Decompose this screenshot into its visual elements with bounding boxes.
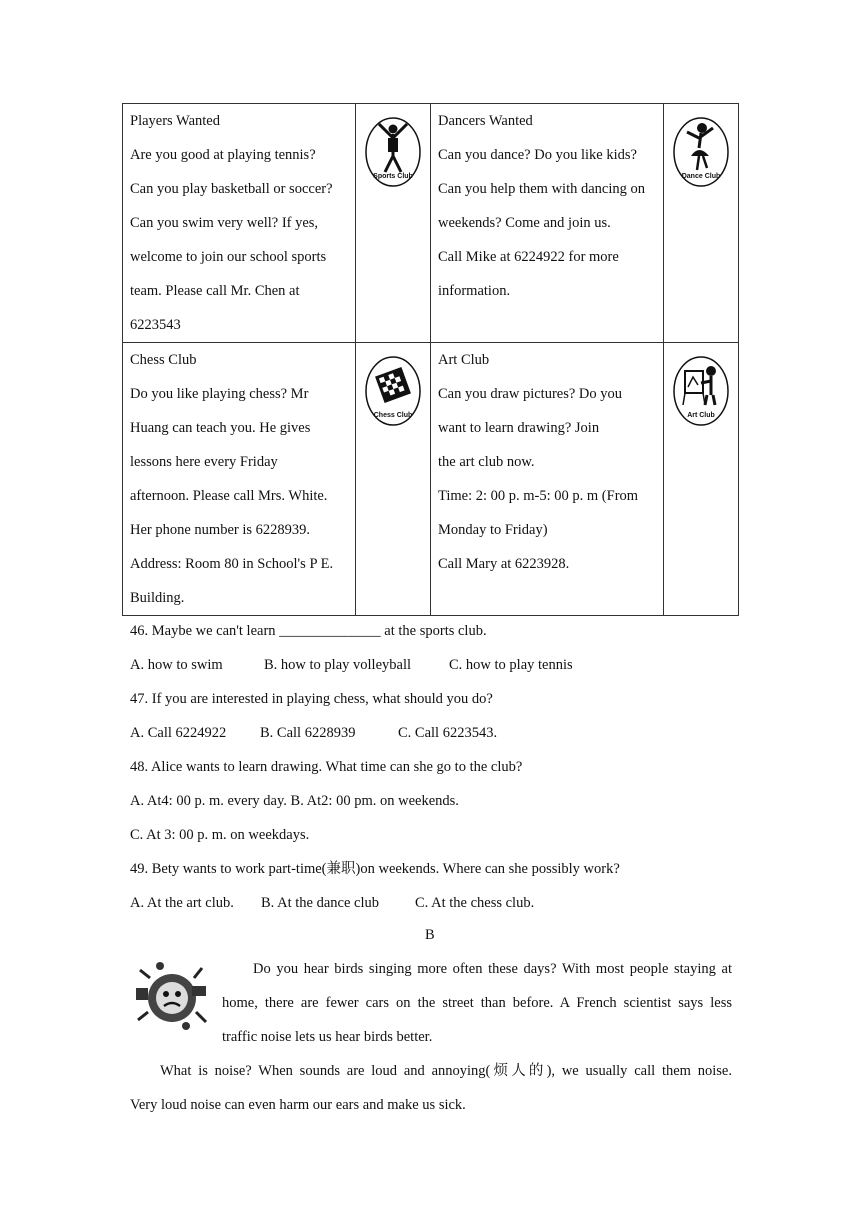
sports-figure-icon xyxy=(363,112,423,188)
paragraph-text: Do you hear birds singing more often these days? With most people staying at xyxy=(253,961,732,977)
ad-line: want to learn drawing? Join xyxy=(438,420,600,436)
option-b[interactable]: B. how to play volleyball xyxy=(264,657,411,673)
ad-title: Players Wanted xyxy=(130,113,220,129)
ad-line: Call Mike at 6224922 for more xyxy=(438,249,619,265)
ad-line: Her phone number is 6228939. xyxy=(130,522,311,538)
ad-line: Are you good at playing tennis? xyxy=(130,147,316,163)
question-47 xyxy=(130,682,493,716)
players-wanted-ad xyxy=(123,104,356,343)
logo-label: Dance Club xyxy=(681,173,721,180)
paragraph-text: traffic noise lets us hear birds better. xyxy=(222,1029,433,1045)
question-48-options-line-2[interactable] xyxy=(130,818,309,852)
question-49 xyxy=(130,852,620,886)
option-a[interactable]: A. At the art club. xyxy=(130,895,234,911)
ad-line: lessons here every Friday xyxy=(130,454,278,470)
paragraph-1-line-2 xyxy=(222,986,732,1020)
paragraph-text: What is noise? When sounds are loud and annoying(烦人的), we usually call them noise. xyxy=(160,1063,732,1079)
ads-row-2 xyxy=(123,343,739,616)
ad-title: Chess Club xyxy=(130,352,197,368)
ad-line: Can you play basketball or soccer? xyxy=(130,181,333,197)
ad-line: team. Please call Mr. Chen at xyxy=(130,283,300,299)
question-stem: 46. Maybe we can't learn ______________ at the sports club. xyxy=(130,623,487,639)
ad-line: afternoon. Please call Mrs. White. xyxy=(130,488,328,504)
paragraph-text: home, there are fewer cars on the street than before. A French scientist says less xyxy=(222,995,732,1011)
paragraph-text: Very loud noise can even harm our ears and make us sick. xyxy=(130,1097,466,1113)
option-c[interactable]: C. how to play tennis xyxy=(449,657,573,673)
ads-row-1 xyxy=(123,104,739,343)
question-49-options xyxy=(130,886,534,920)
ad-line: 6223543 xyxy=(130,317,181,333)
dancer-icon xyxy=(671,112,731,188)
paragraph-2-line-2 xyxy=(130,1088,732,1122)
ad-line: welcome to join our school sports xyxy=(130,249,327,265)
sports-club-logo-cell xyxy=(356,104,431,343)
question-48 xyxy=(130,750,522,784)
section-heading: B xyxy=(425,927,435,943)
logo-label: Chess Club xyxy=(373,412,413,419)
ad-line: Can you swim very well? If yes, xyxy=(130,215,319,231)
ad-line: the art club now. xyxy=(438,454,535,470)
paragraph-1-line-1 xyxy=(253,952,732,986)
option-a[interactable]: A. how to swim xyxy=(130,657,223,673)
option-c[interactable]: C. At the chess club. xyxy=(415,895,535,911)
option-a[interactable]: A. Call 6224922 xyxy=(130,725,227,741)
question-stem: 48. Alice wants to learn drawing. What time can she go to the club? xyxy=(130,759,523,775)
question-46 xyxy=(130,614,487,648)
ad-line: information. xyxy=(438,283,511,299)
art-club-logo-cell xyxy=(664,343,739,616)
paragraph-2-line-1 xyxy=(160,1054,732,1088)
ad-line: Call Mary at 6223928. xyxy=(438,556,570,572)
ad-line: Huang can teach you. He gives xyxy=(130,420,311,436)
ad-line: Building. xyxy=(130,590,185,606)
question-47-options xyxy=(130,716,497,750)
ad-line: Time: 2: 00 p. m-5: 00 p. m (From xyxy=(438,488,639,504)
question-46-options xyxy=(130,648,573,682)
ad-line: Can you dance? Do you like kids? xyxy=(438,147,637,163)
ad-title: Art Club xyxy=(438,352,490,368)
ad-line: Address: Room 80 in School's P E. xyxy=(130,556,334,572)
options-a-b[interactable]: A. At4: 00 p. m. every day. B. At2: 00 pm. on weekends. xyxy=(130,793,459,809)
ad-line: Can you help them with dancing on xyxy=(438,181,645,197)
option-c[interactable]: C. At 3: 00 p. m. on weekdays. xyxy=(130,827,310,843)
option-b[interactable]: B. At the dance club xyxy=(261,895,379,911)
chess-club-ad xyxy=(123,343,356,616)
option-c[interactable]: C. Call 6223543. xyxy=(398,725,498,741)
question-stem: 47. If you are interested in playing chess, what should you do? xyxy=(130,691,493,707)
painter-icon xyxy=(671,351,731,427)
ad-line: Do you like playing chess? Mr xyxy=(130,386,309,402)
logo-label: Art Club xyxy=(687,412,715,419)
dancers-wanted-ad xyxy=(431,104,664,343)
noisy-cartoon-icon xyxy=(132,960,212,1032)
club-ads-table xyxy=(122,103,739,616)
paragraph-1-line-3 xyxy=(222,1020,732,1054)
logo-label: Sports Club xyxy=(373,173,413,180)
chess-club-logo-cell xyxy=(356,343,431,616)
ad-line: Can you draw pictures? Do you xyxy=(438,386,623,402)
ad-title: Dancers Wanted xyxy=(438,113,533,129)
ad-line: Monday to Friday) xyxy=(438,522,548,538)
question-stem: 49. Bety wants to work part-time(兼职)on weekends. Where can she possibly work? xyxy=(130,861,620,877)
dance-club-logo-cell xyxy=(664,104,739,343)
chessboard-icon xyxy=(363,351,423,427)
art-club-ad xyxy=(431,343,664,616)
ad-line: weekends? Come and join us. xyxy=(438,215,611,231)
option-b[interactable]: B. Call 6228939 xyxy=(260,725,356,741)
question-48-options-line-1[interactable] xyxy=(130,784,459,818)
